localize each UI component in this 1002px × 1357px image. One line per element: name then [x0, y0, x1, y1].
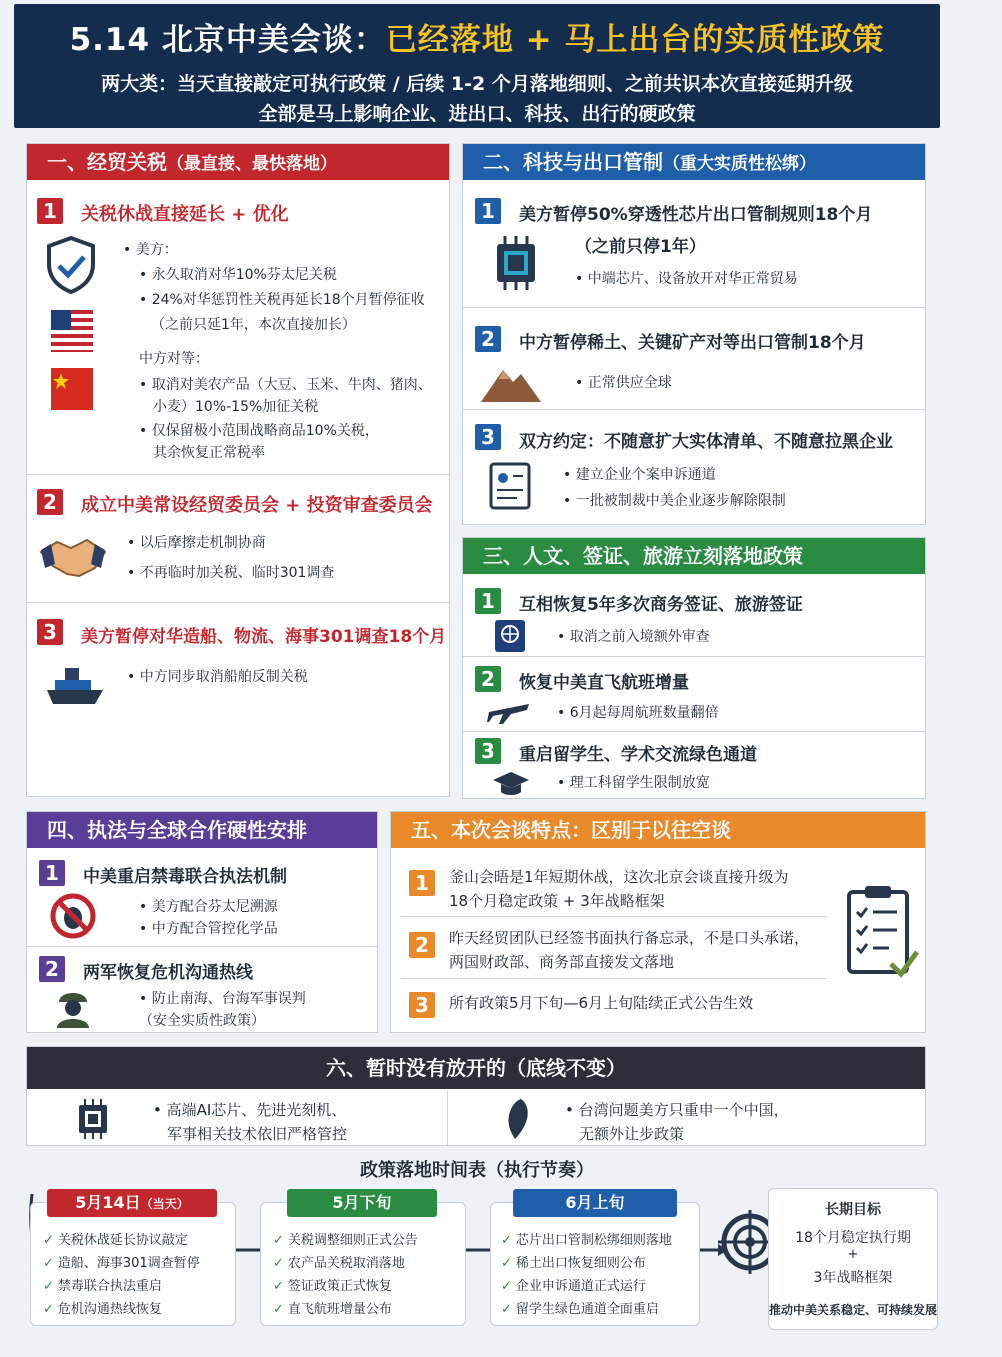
timeline-item: 留学生绿色通道全面重启: [515, 1302, 659, 1317]
divider: [463, 731, 925, 732]
header-banner: [14, 4, 940, 128]
section-talk-features: [390, 811, 926, 1033]
us-label: • 美方：: [123, 242, 178, 258]
divider: [463, 307, 925, 308]
text-line: • 24%对华惩罚性关税再延长18个月暂停征收: [139, 292, 425, 308]
timeline-card-late-may: 5月下旬 ✓ 关税调整细则正式公告 ✓ 农产品关税取消落地 ✓ 签证政策正式恢复 ✓ 直飞航班增量公布: [260, 1202, 466, 1326]
timeline-item: 企业申诉通道正式运行: [515, 1279, 646, 1294]
item-heading: 中方暂停稀土、关键矿产对等出口管制18个月: [519, 333, 866, 353]
text-line: • 6月起每周航班数量翻倍: [557, 705, 719, 721]
section-tech-export: [462, 143, 926, 525]
item-heading: 双方约定：不随意扩大实体清单、不随意拉黑企业: [519, 432, 893, 452]
timeline-item: 危机沟通热线恢复: [57, 1302, 162, 1317]
item-heading-note: （之前只停1年）: [575, 237, 706, 257]
item-heading: 美方暂停50%穿透性芯片出口管制规则18个月: [519, 205, 873, 225]
timeline-item: 签证政策正式恢复: [287, 1279, 392, 1294]
chip-icon: [73, 1099, 113, 1139]
goal-line-2: 3年战略框架: [813, 1270, 893, 1286]
item-number: 2: [39, 956, 65, 982]
item-number: 2: [409, 932, 435, 958]
text-line: • 不再临时加关税、临时301调查: [127, 565, 335, 581]
item-heading: 成立中美常设经贸委员会 + 投资审查委员会: [81, 495, 433, 516]
divider: [27, 602, 449, 603]
timeline-title: 政策落地时间表（执行节奏）: [360, 1160, 594, 1181]
section-culture-visa: [462, 537, 926, 799]
item-heading: 恢复中美直飞航班增量: [519, 673, 689, 693]
divider: [463, 409, 925, 410]
divider: [27, 946, 377, 947]
divider: [447, 1091, 448, 1145]
text-line: • 取消之前入境额外审查: [557, 629, 710, 645]
item-heading: 两军恢复危机沟通热线: [83, 963, 253, 983]
item-number: 3: [409, 992, 435, 1018]
text-line: • 台湾问题美方只重申一个中国，: [565, 1101, 789, 1119]
item-heading: 重启留学生、学术交流绿色通道: [519, 745, 757, 765]
text-line: 18个月稳定政策 + 3年战略框架: [449, 892, 665, 910]
timeline-card-early-june: 6月上旬 ✓ 芯片出口管制松绑细则落地 ✓ 稀土出口恢复细则公布 ✓ 企业申诉通道正式运行 ✓ 留学生绿色通道全面重启: [490, 1202, 700, 1326]
id-card-icon: [489, 462, 531, 510]
long-term-goal-card: [768, 1188, 938, 1330]
item-number: 1: [39, 860, 65, 886]
section-6-header: 六、暂时没有放开的（底线不变）: [27, 1047, 925, 1089]
item-heading: 中美重启禁毒联合执法机制: [83, 867, 287, 887]
divider: [401, 978, 827, 979]
divider: [463, 656, 925, 657]
section-2-header: 二、科技与出口管制（重大实质性松绑）: [463, 144, 925, 180]
text-line: • 永久取消对华10%芬太尼关税: [139, 267, 337, 283]
timeline-item: 农产品关税取消落地: [287, 1256, 405, 1271]
text-line: • 高端AI芯片、先进光刻机、: [153, 1101, 347, 1119]
text-line: 所有政策5月下旬—6月上旬陆续正式公告生效: [449, 994, 754, 1012]
section-5-header: 五、本次会谈特点：区别于以往空谈: [391, 812, 925, 848]
goal-line-1: 18个月稳定执行期: [795, 1230, 911, 1246]
ship-icon: [45, 662, 105, 708]
goal-plus: +: [847, 1247, 859, 1262]
timeline-item: 禁毒联合执法重启: [57, 1279, 162, 1294]
text-line: • 建立企业个案申诉通道: [563, 467, 716, 483]
goal-title: 长期目标: [825, 1202, 881, 1218]
text-line: （安全实质性政策）: [139, 1013, 265, 1029]
item-number: 3: [475, 424, 501, 450]
text-line: • 正常供应全球: [575, 375, 672, 391]
section-trade-tariffs: [26, 143, 450, 797]
text-line: • 一批被制裁中美企业逐步解除限制: [563, 493, 786, 509]
section-law-enforcement: [26, 811, 378, 1033]
item-number: 3: [475, 738, 501, 764]
mountain-icon: [479, 364, 543, 404]
timeline-section: [14, 1150, 940, 1357]
text-line: • 理工科留学生限制放宽: [557, 775, 710, 791]
timeline-item: 芯片出口管制松绑细则落地: [515, 1233, 672, 1248]
text-line: 其余恢复正常税率: [153, 445, 265, 461]
chip-icon: [489, 236, 543, 290]
text-line: 釜山会晤是1年短期休战，这次北京会谈直接升级为: [449, 868, 789, 886]
item-number: 1: [37, 198, 63, 224]
soldier-icon: [53, 986, 93, 1028]
text-line: 昨天经贸团队已经签书面执行备忘录，不是口头承诺，: [449, 929, 810, 947]
timeline-card-may14: 5月14日（当天） ✓ 关税休战延长协议敲定 ✓ 造船、海事301调查暂停 ✓ 禁毒联合执法重启 ✓ 危机沟通热线恢复: [30, 1202, 236, 1326]
subtitle-1: 两大类：当天直接敲定可执行政策 / 后续 1-2 个月落地细则、之前共识本次直接延期升级: [101, 73, 853, 95]
no-drugs-icon: [49, 892, 97, 940]
text-line: 两国财政部、商务部直接发文落地: [449, 953, 675, 971]
item-number: 2: [475, 326, 501, 352]
text-line: • 以后摩擦走机制协商: [127, 535, 266, 551]
timeline-item: 稀土出口恢复细则公布: [515, 1256, 646, 1271]
goal-footer: 推动中美关系稳定、可持续发展: [769, 1303, 938, 1317]
item-number: 1: [475, 588, 501, 614]
divider: [401, 916, 827, 917]
taiwan-map-icon: [503, 1097, 533, 1141]
timeline-item: 关税休战延长协议敲定: [57, 1233, 188, 1248]
text-line: （之前只延1年，本次直接加长）: [151, 317, 356, 333]
timeline-card-header: 5月下旬: [287, 1189, 437, 1217]
text-line: 小麦）10%-15%加征关税: [153, 399, 319, 415]
handshake-icon: [37, 530, 109, 580]
airplane-icon: [487, 696, 531, 724]
item-number: 3: [37, 619, 63, 645]
timeline-item: 直飞航班增量公布: [287, 1302, 392, 1317]
item-heading: 关税休战直接延长 + 优化: [81, 204, 289, 225]
divider: [27, 474, 449, 475]
text-line: 无额外让步政策: [579, 1125, 685, 1143]
title-highlight: 已经落地 + 马上出台的实质性政策: [385, 22, 885, 58]
section-3-header: 三、人文、签证、旅游立刻落地政策: [463, 538, 925, 574]
text-line: • 取消对美农产品（大豆、玉米、牛肉、猪肉、: [139, 377, 432, 393]
timeline-card-header: 6月上旬: [513, 1189, 677, 1217]
item-number: 1: [475, 198, 501, 224]
timeline-card-header: 5月14日（当天）: [47, 1189, 217, 1217]
text-line: • 美方配合芬太尼溯源: [139, 899, 278, 915]
cn-label: 中方对等：: [139, 351, 209, 367]
text-line: • 中方配合管控化学品: [139, 921, 278, 937]
us-flag-icon: [51, 310, 93, 352]
text-line: • 防止南海、台海军事误判: [139, 991, 306, 1007]
section-4-header: 四、执法与全球合作硬性安排: [27, 812, 377, 848]
text-line: 军事相关技术依旧严格管控: [167, 1125, 348, 1143]
graduation-cap-icon: [491, 770, 531, 796]
timeline-item: 造船、海事301调查暂停: [57, 1256, 200, 1271]
text-line: • 中端芯片、设备放开对华正常贸易: [575, 271, 798, 287]
section-unchanged: [26, 1046, 926, 1146]
text-line: • 中方同步取消船舶反制关税: [127, 669, 308, 685]
subtitle-2: 全部是马上影响企业、进出口、科技、出行的硬政策: [258, 103, 696, 125]
clipboard-icon: [843, 882, 919, 978]
page-title: 5.14 北京中美会谈：已经落地 + 马上出台的实质性政策: [69, 22, 885, 58]
item-number: 1: [409, 870, 435, 896]
passport-icon: [493, 618, 527, 654]
section-1-header: 一、经贸关税（最直接、最快落地）: [27, 144, 449, 180]
item-heading: 美方暂停对华造船、物流、海事301调查18个月: [81, 627, 447, 647]
item-number: 2: [37, 489, 63, 515]
item-heading: 互相恢复5年多次商务签证、旅游签证: [519, 595, 803, 615]
china-flag-icon: [51, 368, 93, 410]
text-line: • 仅保留极小范围战略商品10%关税，: [139, 423, 379, 439]
item-number: 2: [475, 666, 501, 692]
shield-check-icon: [45, 236, 97, 294]
timeline-item: 关税调整细则正式公告: [287, 1233, 418, 1248]
